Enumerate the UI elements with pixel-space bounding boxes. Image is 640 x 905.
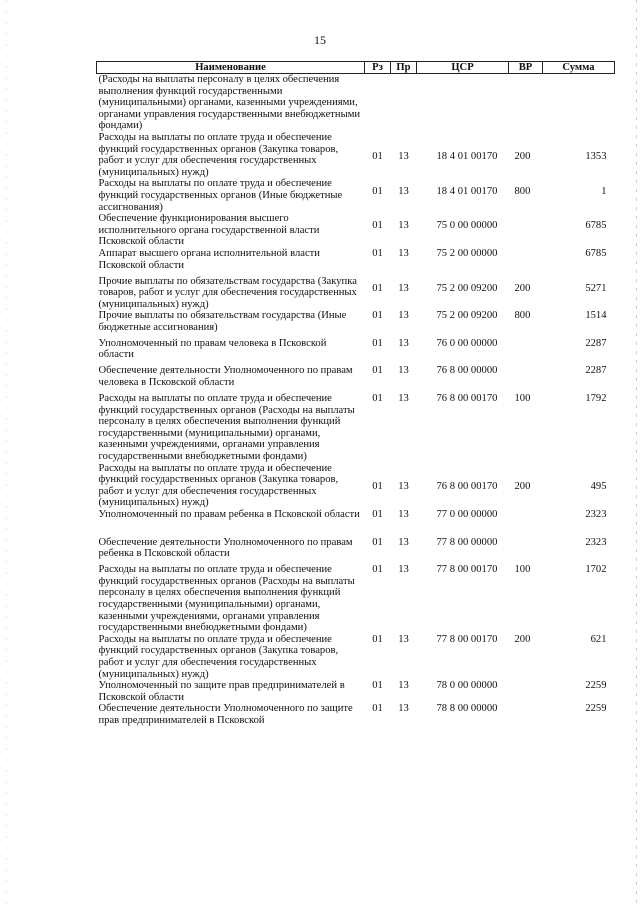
- cell-rz: 01: [372, 220, 383, 232]
- cell-vr: 200: [514, 150, 531, 162]
- table-row: [97, 703, 615, 726]
- cell-csr: 76 0 00 00000: [436, 337, 498, 349]
- cell-pr: 13: [398, 220, 409, 232]
- cell-csr: 75 0 00 00000: [436, 220, 498, 232]
- cell-rz: 01: [372, 337, 383, 349]
- cell-sum: 2287: [585, 337, 607, 349]
- cell-name: Расходы на выплаты по оплате труда и обеспечение функций государственных органов (Расходы на выплаты персоналу в целях обеспечения выполнения функций государственными (муниципальными) органами, казенными учреждениями, органами управления государственными внебюджетными фондами): [98, 393, 355, 463]
- cell-sum: 495: [590, 481, 607, 493]
- cell-rz: 01: [372, 365, 383, 377]
- cell-sum: 2259: [585, 680, 607, 692]
- cell-name: Обеспечение функционирования высшего исполнительного органа государственной власти Псковской области: [98, 213, 320, 248]
- budget-table: [96, 61, 615, 727]
- scan-edge-left: [6, 0, 7, 905]
- cell-sum: 621: [590, 633, 607, 645]
- table-row: [97, 634, 615, 680]
- cell-vr: [509, 680, 543, 703]
- cell-name: Уполномоченный по правам ребенка в Псковской области: [98, 509, 360, 520]
- cell-csr: 75 2 00 09200: [436, 282, 498, 294]
- cell-name: Уполномоченный по защите прав предпринимателей в Псковской области: [98, 680, 345, 703]
- cell-sum: [543, 74, 615, 132]
- cell-pr: 13: [398, 680, 409, 692]
- header-pr: Пр: [391, 62, 417, 74]
- cell-vr: [509, 74, 543, 132]
- header-rz: Рз: [365, 62, 391, 74]
- cell-csr: 77 8 00 00170: [436, 633, 498, 645]
- cell-pr: [391, 74, 417, 132]
- cell-vr: [509, 248, 543, 276]
- cell-name: (Расходы на выплаты персоналу в целях обеспечения выполнения функций государственными (муниципальными) органами, казенными учреждениями, органами управления государственными внебюджетными фондами): [97, 74, 365, 132]
- table-row: [97, 213, 615, 248]
- cell-rz: 01: [372, 393, 383, 405]
- cell-vr: [509, 703, 543, 726]
- cell-rz: 01: [372, 310, 383, 322]
- cell-rz: 01: [372, 150, 383, 162]
- cell-name: Прочие выплаты по обязательствам государства (Иные бюджетные ассигнования): [98, 310, 347, 333]
- cell-pr: 13: [398, 509, 409, 520]
- cell-sum: 6785: [585, 247, 607, 259]
- cell-sum: 6785: [585, 220, 607, 232]
- cell-vr: 800: [514, 310, 531, 322]
- cell-sum: 2323: [585, 509, 607, 520]
- cell-vr: 800: [514, 185, 531, 197]
- cell-csr: 77 8 00 00000: [436, 536, 498, 548]
- cell-rz: 01: [372, 703, 383, 715]
- scan-edge-right: [636, 0, 637, 905]
- header-name: Наименование: [97, 62, 365, 74]
- cell-vr: [509, 213, 543, 248]
- cell-vr: [509, 509, 543, 537]
- cell-rz: 01: [372, 680, 383, 692]
- cell-pr: 13: [398, 150, 409, 162]
- header-sum: Сумма: [543, 62, 615, 74]
- cell-rz: 01: [372, 282, 383, 294]
- cell-rz: 01: [372, 536, 383, 548]
- cell-name: Уполномоченный по правам человека в Псковской области: [98, 337, 327, 361]
- cell-sum: 1702: [585, 564, 607, 576]
- cell-sum: 2287: [585, 365, 607, 377]
- cell-sum: 1514: [585, 310, 607, 322]
- cell-csr: 75 2 00 00000: [436, 247, 498, 259]
- cell-csr: 78 0 00 00000: [436, 680, 498, 692]
- table-body: [97, 74, 615, 727]
- cell-name: Расходы на выплаты по оплате труда и обеспечение функций государственных органов (Закупка товаров, работ и услуг для обеспечения государственных (муниципальных) нужд): [98, 633, 339, 680]
- cell-csr: 77 8 00 00170: [436, 564, 498, 576]
- cell-vr: 200: [514, 282, 531, 294]
- cell-csr: 18 4 01 00170: [436, 150, 498, 162]
- table-row: [97, 132, 615, 178]
- cell-name: Расходы на выплаты по оплате труда и обеспечение функций государственных органов (Расходы на выплаты персоналу в целях обеспечения выполнения функций государственными (муниципальными) органами, казенными учреждениями, органами управления государственными внебюджетными фондами): [98, 564, 355, 634]
- cell-csr: 78 8 00 00000: [436, 703, 498, 715]
- cell-rz: 01: [372, 185, 383, 197]
- header-vr: ВР: [509, 62, 543, 74]
- cell-name: Обеспечение деятельности Уполномоченного по правам ребенка в Псковской области: [98, 536, 353, 560]
- table-row: [97, 564, 615, 634]
- table-row: [97, 178, 615, 213]
- cell-pr: 13: [398, 703, 409, 715]
- header-csr: ЦСР: [417, 62, 509, 74]
- table-row: [97, 509, 615, 537]
- cell-vr: 200: [514, 633, 531, 645]
- cell-pr: 13: [398, 633, 409, 645]
- table-row: [97, 276, 615, 311]
- cell-vr: 100: [514, 393, 531, 405]
- table-row: [97, 338, 615, 366]
- cell-name: Расходы на выплаты по оплате труда и обеспечение функций государственных органов (Иные бюджетные ассигнования): [98, 178, 343, 213]
- cell-csr: 18 4 01 00170: [436, 185, 498, 197]
- table-row: [97, 537, 615, 565]
- cell-rz: 01: [372, 481, 383, 493]
- table-header-row: [97, 62, 615, 74]
- cell-pr: 13: [398, 337, 409, 349]
- cell-csr: [417, 74, 509, 132]
- cell-pr: 13: [398, 247, 409, 259]
- table-row: [97, 74, 615, 132]
- table-row: [97, 248, 615, 276]
- cell-name: Расходы на выплаты по оплате труда и обеспечение функций государственных органов (Закупка товаров, работ и услуг для обеспечения государственных (муниципальных) нужд): [98, 131, 339, 178]
- cell-pr: 13: [398, 365, 409, 377]
- cell-csr: 76 8 00 00170: [436, 481, 498, 493]
- table-row: [97, 393, 615, 463]
- cell-name: Обеспечение деятельности Уполномоченного по правам человека в Псковской области: [98, 365, 353, 389]
- cell-sum: 2323: [585, 536, 607, 548]
- cell-rz: 01: [372, 564, 383, 576]
- cell-pr: 13: [398, 536, 409, 548]
- table-row: [97, 680, 615, 703]
- cell-vr: [509, 338, 543, 366]
- cell-vr: [509, 537, 543, 565]
- cell-name: Обеспечение деятельности Уполномоченного по защите прав предпринимателей в Псковской: [98, 703, 353, 726]
- cell-rz: 01: [372, 633, 383, 645]
- cell-pr: 13: [398, 481, 409, 493]
- cell-vr: [509, 365, 543, 393]
- cell-csr: 75 2 00 09200: [436, 310, 498, 322]
- cell-pr: 13: [398, 185, 409, 197]
- cell-csr: 77 0 00 00000: [436, 509, 498, 520]
- cell-pr: 13: [398, 310, 409, 322]
- cell-sum: 1353: [585, 150, 607, 162]
- cell-rz: 01: [372, 247, 383, 259]
- cell-name: Прочие выплаты по обязательствам государства (Закупка товаров, работ и услуг для обеспечения государственных (муниципальных) нужд): [98, 275, 357, 310]
- table-row: [97, 365, 615, 393]
- cell-pr: 13: [398, 393, 409, 405]
- cell-sum: 5271: [585, 282, 607, 294]
- cell-pr: 13: [398, 564, 409, 576]
- cell-sum: 1: [601, 185, 607, 197]
- cell-name: Расходы на выплаты по оплате труда и обеспечение функций государственных органов (Закупка товаров, работ и услуг для обеспечения государственных (муниципальных) нужд): [98, 462, 339, 509]
- cell-vr: 200: [514, 481, 531, 493]
- cell-csr: 76 8 00 00000: [436, 365, 498, 377]
- cell-csr: 76 8 00 00170: [436, 393, 498, 405]
- table-row: [97, 310, 615, 338]
- cell-rz: [365, 74, 391, 132]
- cell-name: Аппарат высшего органа исполнительной власти Псковской области: [98, 247, 320, 271]
- cell-sum: 1792: [585, 393, 607, 405]
- page-number: 15: [314, 33, 326, 47]
- cell-vr: 100: [514, 564, 531, 576]
- cell-sum: 2259: [585, 703, 607, 715]
- cell-pr: 13: [398, 282, 409, 294]
- table-row: [97, 463, 615, 509]
- cell-rz: 01: [372, 509, 383, 520]
